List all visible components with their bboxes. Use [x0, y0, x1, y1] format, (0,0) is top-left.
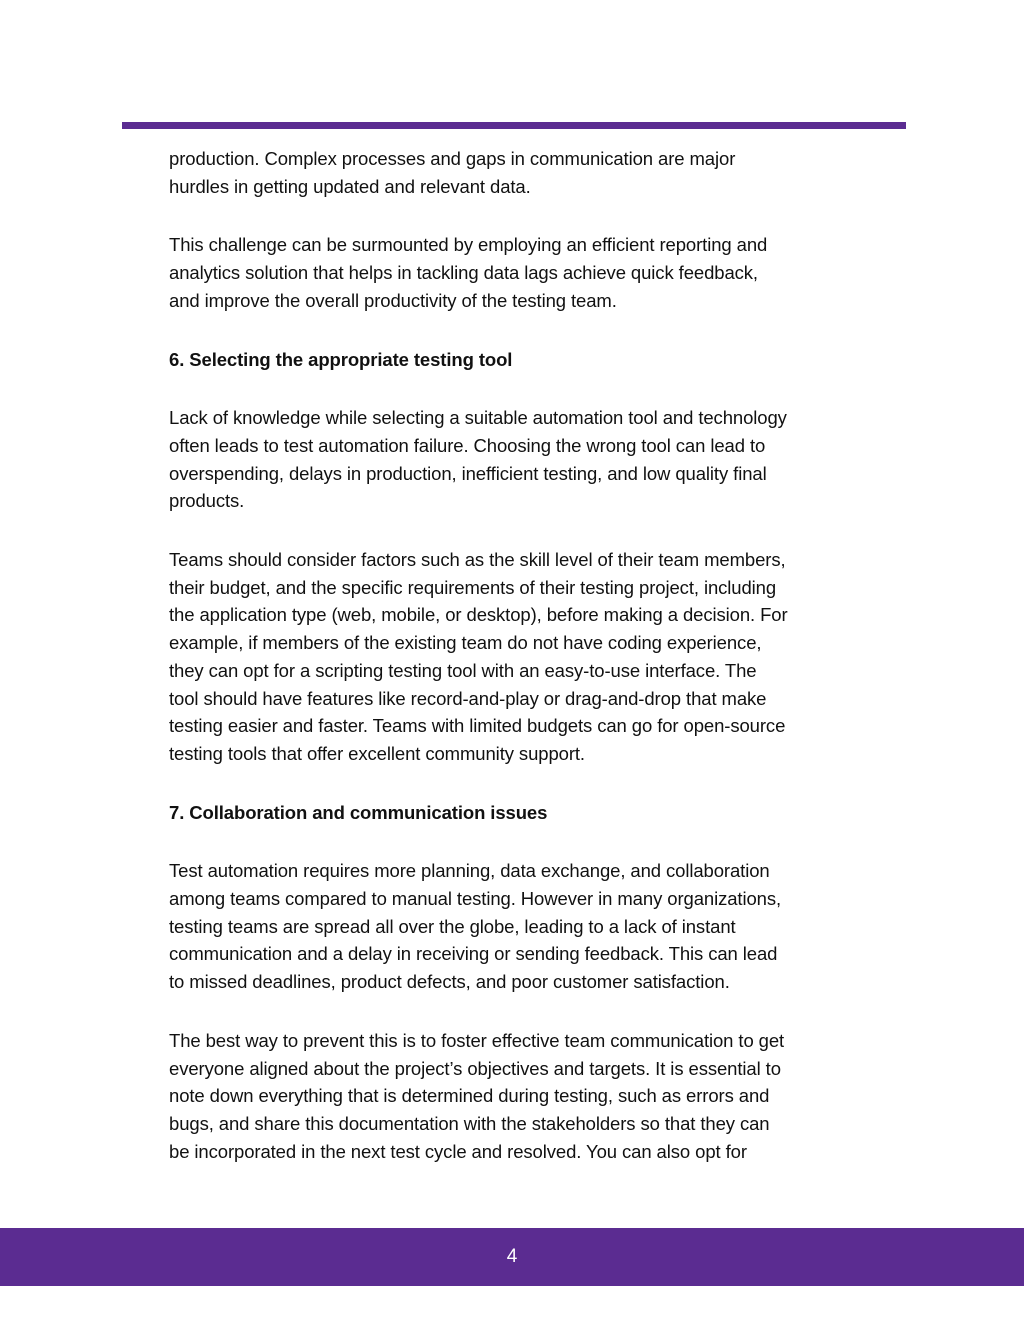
text-line: tool should have features like record-and-play or drag-and-drop that make: [169, 687, 767, 709]
paragraph-communication-prevention: [169, 1027, 869, 1166]
text-line: and improve the overall productivity of the testing team.: [169, 289, 617, 311]
text-line: Teams should consider factors such as the skill level of their team members,: [169, 549, 786, 571]
text-line: note down everything that is determined during testing, such as errors and: [169, 1085, 770, 1107]
text-line: products.: [169, 490, 245, 512]
paragraph-tool-factors: [169, 546, 869, 768]
text-line: the application type (web, mobile, or desktop), before making a decision. For: [169, 604, 788, 626]
paragraph-collaboration: [169, 857, 869, 996]
text-line: everyone aligned about the project’s objectives and targets. It is essential to: [169, 1057, 781, 1079]
text-line: This challenge can be surmounted by employing an efficient reporting and: [169, 234, 768, 256]
text-line: overspending, delays in production, inefficient testing, and low quality final: [169, 462, 767, 484]
text-line: testing tools that offer excellent community support.: [169, 742, 585, 764]
text-line: among teams compared to manual testing. However in many organizations,: [169, 888, 782, 910]
text-line: example, if members of the existing team do not have coding experience,: [169, 632, 762, 654]
text-line: bugs, and share this documentation with the stakeholders so that they can: [169, 1112, 770, 1134]
paragraph-reporting-solution: [169, 231, 869, 314]
text-line: their budget, and the specific requirements of their testing project, including: [169, 576, 777, 598]
text-line: to missed deadlines, product defects, and poor customer satisfaction.: [169, 971, 730, 993]
text-line: analytics solution that helps in tackling data lags achieve quick feedback,: [169, 262, 758, 284]
section-heading-7: 7. Collaboration and communication issues: [169, 801, 548, 823]
text-line: The best way to prevent this is to foster effective team communication to get: [169, 1029, 785, 1051]
paragraph-tool-knowledge: [169, 404, 869, 515]
text-line: Test automation requires more planning, data exchange, and collaboration: [169, 860, 770, 882]
text-line: production. Complex processes and gaps in communication are major: [169, 148, 736, 169]
text-line: often leads to test automation failure. Choosing the wrong tool can lead to: [169, 434, 766, 456]
page-number: 4: [506, 1246, 518, 1267]
paragraph-data-challenge-end: [169, 145, 869, 200]
text-line: be incorporated in the next test cycle and resolved. You can also opt for: [169, 1140, 747, 1162]
section-heading-6: 6. Selecting the appropriate testing tool: [169, 348, 513, 370]
text-line: communication and a delay in receiving or sending feedback. This can lead: [169, 943, 778, 965]
page-footer: [0, 1228, 1024, 1286]
text-line: Lack of knowledge while selecting a suitable automation tool and technology: [169, 407, 787, 429]
document-body: [169, 145, 869, 1196]
text-line: they can opt for a scripting testing tool with an easy-to-use interface. The: [169, 659, 757, 681]
text-line: hurdles in getting updated and relevant data.: [169, 175, 531, 197]
text-line: testing teams are spread all over the globe, leading to a lack of instant: [169, 915, 736, 937]
text-line: testing easier and faster. Teams with limited budgets can go for open-source: [169, 715, 786, 737]
header-divider: [122, 122, 906, 129]
